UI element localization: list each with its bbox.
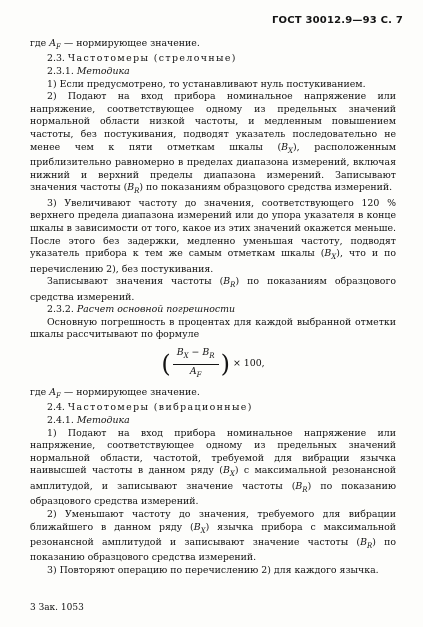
section-part-2	[30, 387, 396, 578]
paragraph: 2) Уменьшают частоту до значения, требуемого для вибрации ближайшего в данном ряду $(B_X)$ язычка прибора с максимальной резонансной амплитудой и записывают значение частоты $(B_R)$ по показанию образцового средства измерений.	[30, 508, 396, 564]
section-part-1	[30, 38, 396, 342]
paragraph: 2.3.1. Методика	[47, 66, 130, 78]
paragraph: 2.4.1. Методика	[47, 415, 130, 427]
formula-left-paren: (	[161, 350, 171, 378]
paragraph: где $A_F$ — нормирующее значение.	[30, 38, 200, 51]
document-body	[30, 38, 396, 578]
formula-numerator: $B_X - B_R$	[173, 347, 219, 364]
paragraph: 2) Подают на вход прибора номинальное напряжение или напряжение, соответствующее одному из предельных значений нормальной области низкой частоты, и медленным повышением частоты, без постукивания, подводят указатель последовательно не менее чем к пяти отметкам шкалы $(B_X)$, расположенным приблизительно равномерно в пределах диапазона измерений, включая нижний и верхний пределы диапазона измерений. Записывают значения частоты $(B_R)$ по показаниям образцового средства измерений.	[30, 91, 396, 196]
paragraph: Основную погрешность в процентах для каждой выбранной отметки шкалы рассчитывают по формуле	[30, 316, 396, 341]
paragraph: 1) Подают на вход прибора номинальное напряжение или напряжение, соответствующее одному из предельных значений нормальной области, частотой, требуемой для вибрации язычка наивысшей частоты в данном ряду $(B_X)$ с максимальной резонансной амплитудой, и записывают значение частоты $(B_R)$ по показанию образцового средства измерений.	[30, 427, 397, 508]
paragraph: 2.3.2. Расчет основной погрешности	[47, 304, 236, 316]
paragraph: Записывают значения частоты $(B_R)$ по показаниям образцового средства измерений.	[30, 276, 396, 303]
formula-right-paren: )	[220, 350, 230, 378]
paragraph: 2.4. Частотомеры (вибрационные)	[47, 402, 253, 414]
page-header: ГОСТ 30012.9—93 С. 7	[271, 15, 403, 26]
paragraph: 1) Если предусмотрено, то устанавливают нуль постукиванием.	[47, 78, 366, 90]
paragraph: 2.3. Частотомеры (стрелочные)	[47, 53, 237, 65]
paragraph: где $A_F$ — нормирующее значение.	[30, 386, 200, 400]
page-footer: 3 Зак. 1053	[30, 603, 84, 613]
formula-denominator: $A_F$	[189, 365, 202, 379]
formula-fraction	[173, 347, 219, 381]
error-formula	[30, 347, 396, 381]
paragraph: 3) Повторяют операцию по перечислению 2) для каждого язычка.	[47, 565, 379, 577]
paragraph: 3) Увеличивают частоту до значения, соответствующего 120 % верхнего предела диапазона измерений или до упора указателя в конце шкалы в зависимости от того, какое из этих значений окажется меньше. После этого без задержки, медленно уменьшая частоту, подводят указатель прибора к тем же самым отметкам шкалы $(B_X)$, что и по перечислению 2), без постукивания.	[30, 197, 397, 275]
formula-multiplier: × 100,	[232, 357, 265, 369]
